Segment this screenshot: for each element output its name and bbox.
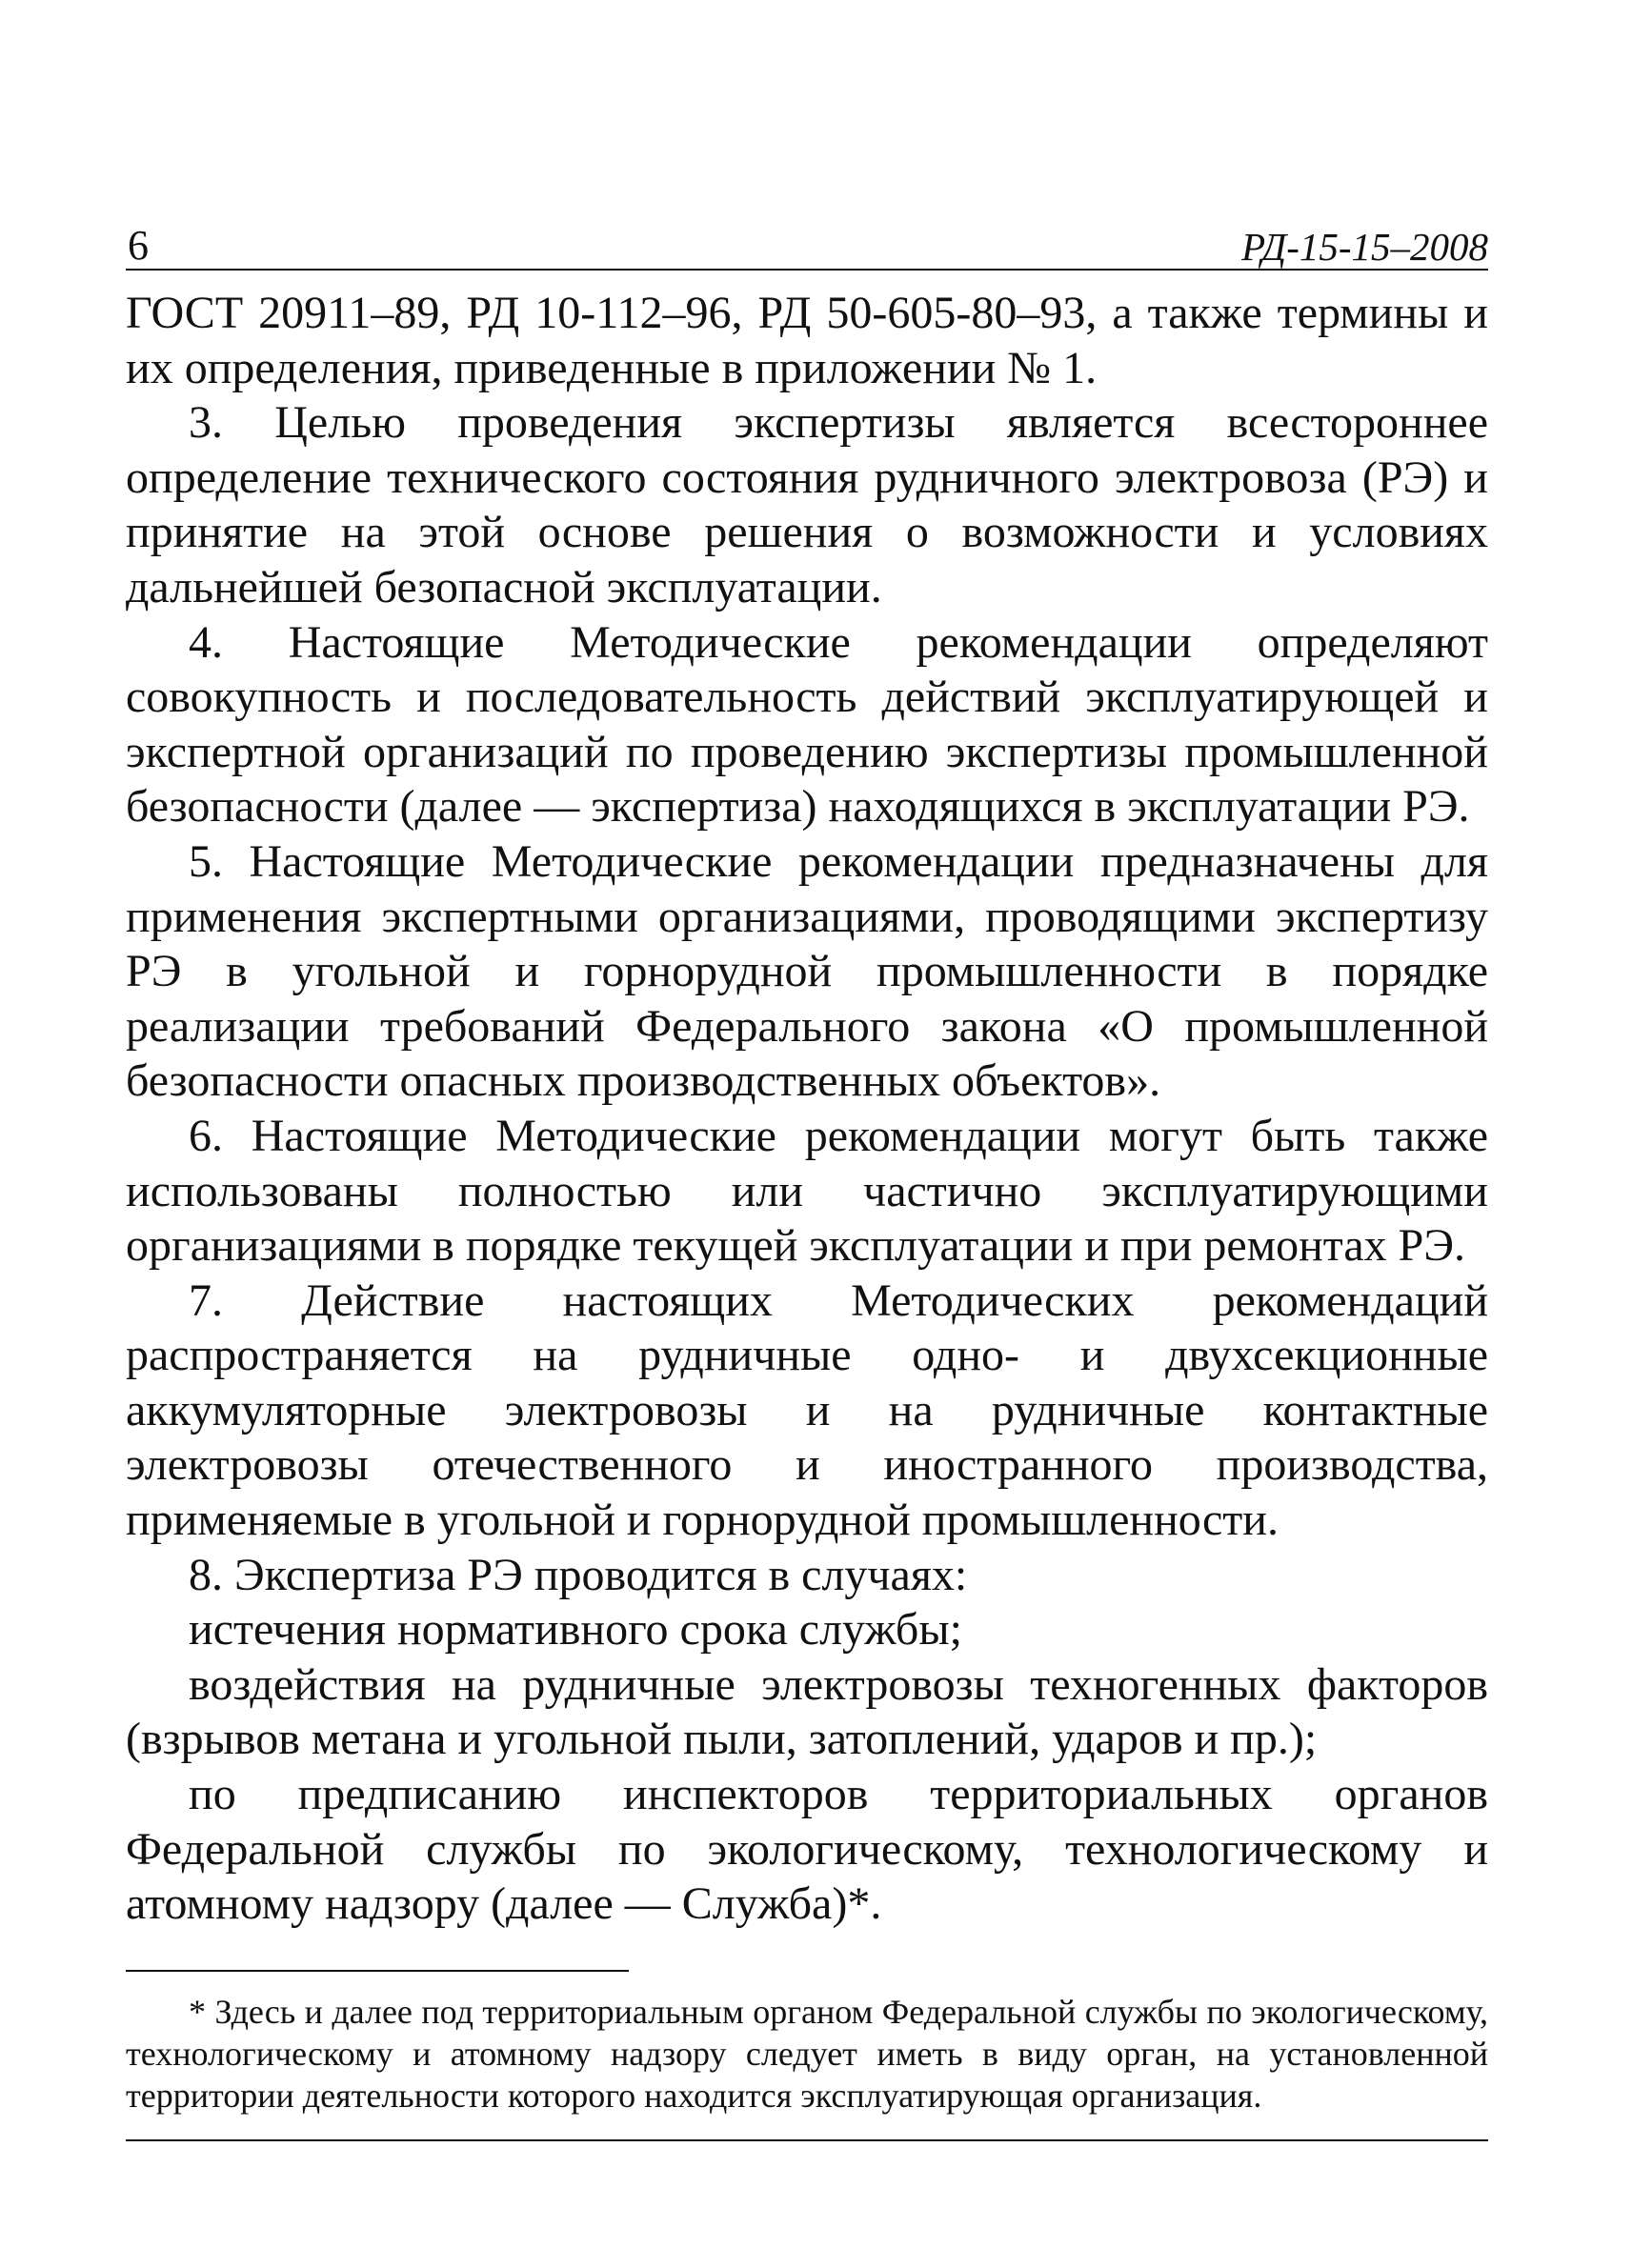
- page-number: 6: [128, 222, 149, 269]
- paragraph-continuation: ГОСТ 20911–89, РД 10-112–96, РД 50-605-80–93, а также термины и их определения, приведенные в приложении № 1.: [126, 288, 1488, 393]
- paragraph-4: 4. Настоящие Методические рекомендации определяют совокупность и последовательность действий эксплуатирующей и экспертной организаций по проведению экспертизы промышленной безопасности (далее — экспертиза) находящихся в эксплуатации РЭ.: [126, 616, 1488, 833]
- list-item-order: по предписанию инспекторов территориальных органов Федеральной службы по экологическому, технологическому и атомному надзору (далее — Служба)*.: [126, 1769, 1488, 1930]
- paragraph-5: 5. Настоящие Методические рекомендации предназначены для применения экспертными организациями, проводящими экспертизу РЭ в угольной и горнорудной промышленности в порядке реализации требований Федерального закона «О промышленной безопасности опасных производственных объектов».: [126, 835, 1488, 1107]
- paragraph-6: 6. Настоящие Методические рекомендации могут быть также использованы полностью или частично эксплуатирующими организациями в порядке текущей эксплуатации и при ремонтах РЭ.: [126, 1110, 1488, 1272]
- paragraph-3: 3. Целью проведения экспертизы является всестороннее определение технического состояния рудничного электровоза (РЭ) и принятие на этой основе решения о возможности и условиях дальнейшей безопасной эксплуатации.: [126, 397, 1488, 612]
- footnote-divider: [126, 1970, 629, 1972]
- paragraph-7: 7. Действие настоящих Методических рекомендаций распространяется на рудничные одно- и двухсекционные аккумуляторные электровозы и на рудничные контактные электровозы отечественного и иностранного производства, применяемые в угольной и горнорудной промышленности.: [126, 1274, 1488, 1546]
- footnote-text: * Здесь и далее под территориальным органом Федеральной службы по экологическому, технологическому и атомному надзору следует иметь в виду орган, на установленной территории деятельности которого находится эксплуатирующая организация.: [126, 1992, 1488, 2115]
- list-item-impact: воздействия на рудничные электровозы техногенных факторов (взрывов метана и угольной пыли, затоплений, ударов и пр.);: [126, 1658, 1488, 1765]
- page-content: [126, 215, 1488, 2141]
- body-text: [126, 286, 1488, 1932]
- list-item-expiry: истечения нормативного срока службы;: [189, 1604, 962, 1656]
- bottom-divider: [126, 2139, 1488, 2141]
- footnote: [126, 1991, 1488, 2117]
- running-header: [126, 215, 1488, 271]
- paragraph-8: 8. Экспертиза РЭ проводится в случаях:: [189, 1549, 968, 1600]
- document-code: РД-15-15–2008: [1241, 225, 1488, 269]
